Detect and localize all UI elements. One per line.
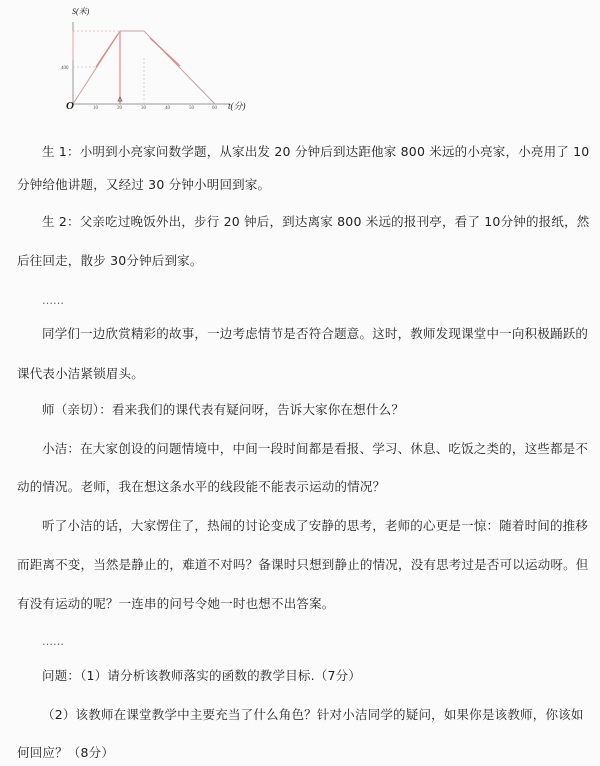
x-tick-50: 50 [189,106,194,111]
reflection-line-1: 听了小洁的话，大家愣住了，热闹的讨论变成了安静的思考，老师的心更是一惊：随着时间的推移 [42,518,589,533]
curve-highlight-down [150,38,180,66]
origin-label: O [66,100,74,112]
student-1-line-1: 生 1：小明到小亮家问数学题，从家出发 20 分钟后到达距他家 800 米远的小亮家，小亮用了 10 [42,144,590,159]
question-2-line-2: 何回应？（8分） [17,745,115,760]
question-1: 问题：（1）请分析该教师落实的函数的教学目标.（7分） [42,668,362,683]
reflection-line-2: 而距离不变，当然是静止的，难道不对吗？备课时只想到静止的情况，没有思考过是否可以运动呀。但 [17,557,589,572]
x-tick-10: 10 [93,106,98,111]
xiaojie-line-2: 动的情况。老师，我在想这条水平的线段能不能表示运动的情况？ [17,479,386,494]
ellipsis-2: …… [42,635,64,648]
x-tick-60: 60 [212,106,217,111]
student-2-line-1: 生 2：父亲吃过晚饭外出，步行 20 钟后，到达离家 800 米远的报刊亭，看了 10分钟的报纸，然 [42,214,590,229]
x-tick-40: 40 [165,106,170,111]
ellipsis-1: …… [42,294,64,307]
curve-highlight-up [96,34,118,67]
student-2-line-2: 后往回走，散步 30分钟后到家。 [17,253,203,268]
narrative-line-1: 同学们一边欣赏精彩的故事，一边考虑情节是否符合题意。这时，教师发现课堂中一向积极踊跃的 [42,326,589,341]
question-2-line-1: （2）该教师在课堂教学中主要充当了什么角色？针对小洁同学的疑问，如果你是该教师，你该如 [42,707,584,722]
y-tick-400: 400 [61,66,69,71]
distance-time-graph [30,0,270,125]
reflection-line-3: 有没有运动的呢？一连串的问号令她一时也想不出答案。 [17,596,335,611]
graph-svg [30,0,270,125]
xiaojie-line-1: 小洁：在大家创设的问题情境中，中间一段时间都是看报、学习、休息、吃饭之类的，这些都是不 [42,441,589,456]
student-1-line-2: 分钟给他讲题，又经过 30 分钟小明回到家。 [17,177,271,192]
x-tick-20: 20 [117,106,122,111]
narrative-line-2: 课代表小洁紧锁眉头。 [17,366,145,381]
teacher-line: 师（亲切）：看来我们的课代表有疑问呀，告诉大家你在想什么？ [42,402,405,417]
y-axis-label: S(米) [72,7,90,16]
x-tick-30: 30 [141,106,146,111]
x-axis-label: t(分) [228,101,246,111]
